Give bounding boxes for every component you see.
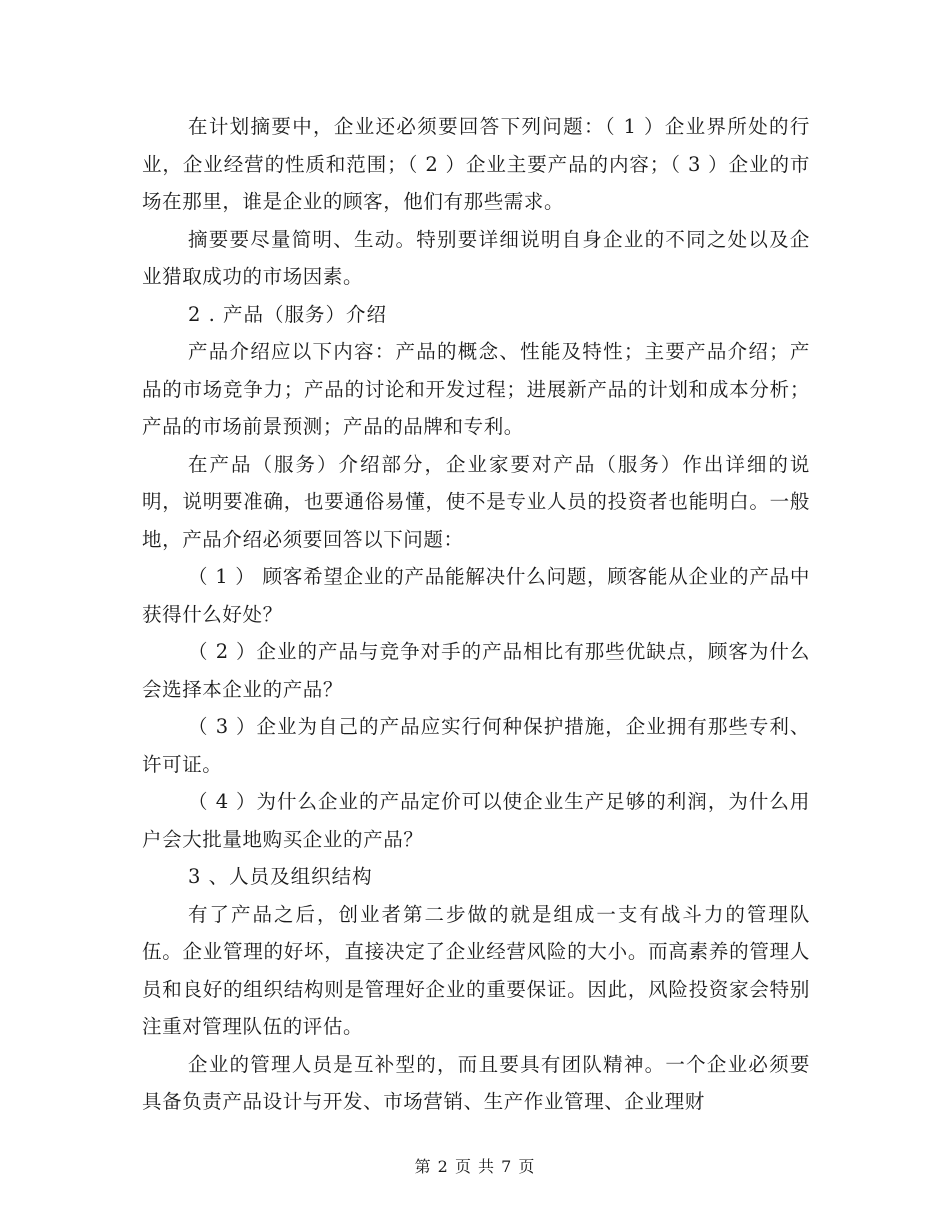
- paragraph-management-team: 有了产品之后，创业者第二步做的就是组成一支有战斗力的管理队伍。企业管理的好坏，直接决定了企业经营风险的大小。而高素养的管理人员和良好的组织结构则是管理好企业的重要保证。因此，风险投资家会特别 注重对管理队伍的评估。: [142, 902, 810, 1038]
- paragraph-product-intro-explanation: 在产品（服务）介绍部分，企业家要对产品（服务）作出详细的说明，说明要准确，也要通俗易懂，使不是专业人员的投资者也能明白。一般地，产品介绍必须要回答以下问题：: [142, 452, 810, 551]
- section-heading-product-intro: 2 . 产品（服务）介绍: [188, 302, 388, 326]
- question-item-1: （ 1 ） 顾客希望企业的产品能解决什么问题，顾客能从企业的产品中获得什么好处？: [142, 565, 810, 626]
- page-number-footer: 第 2 页 共 7 页: [414, 1157, 536, 1176]
- section-heading-personnel: 3 、人员及组织结构: [188, 865, 373, 888]
- paragraph-product-intro-contents: 产品介绍应以下内容：产品的概念、性能及特性；主要产品介绍；产品的市场竞争力；产品的讨论和开发过程；进展新产品的计划和成本分析；产品的市场前景预测；产品的品牌和专利。: [142, 340, 810, 438]
- document-body: [142, 108, 810, 1121]
- paragraph-summary-style: 摘要要尽量简明、生动。特别要详细说明自身企业的不同之处以及企业猎取成功的市场因素。: [142, 227, 810, 288]
- paragraph-management-complementary: 企业的管理人员是互补型的，而且要具有团队精神。一个企业必须要具备负责产品设计与开发、市场营销、生产作业管理、企业理财: [142, 1052, 810, 1113]
- question-item-4: （ 4 ）为什么企业的产品定价可以使企业生产足够的利润，为什么用户会大批量地购买企业的产品？: [142, 790, 810, 851]
- question-item-2: （ 2 ）企业的产品与竞争对手的产品相比有那些优缺点，顾客为什么会选择本企业的产品？: [142, 640, 810, 701]
- question-item-3: （ 3 ）企业为自己的产品应实行何种保护措施，企业拥有那些专利、许可证。: [142, 715, 810, 776]
- paragraph-summary-questions: 在计划摘要中，企业还必须要回答下列问题：（ 1 ）企业界所处的行业，企业经营的性质和范围；（ 2 ）企业主要产品的内容；（ 3 ）企业的市场在那里，谁是企业的顾客，他们有那些需求。: [142, 115, 810, 213]
